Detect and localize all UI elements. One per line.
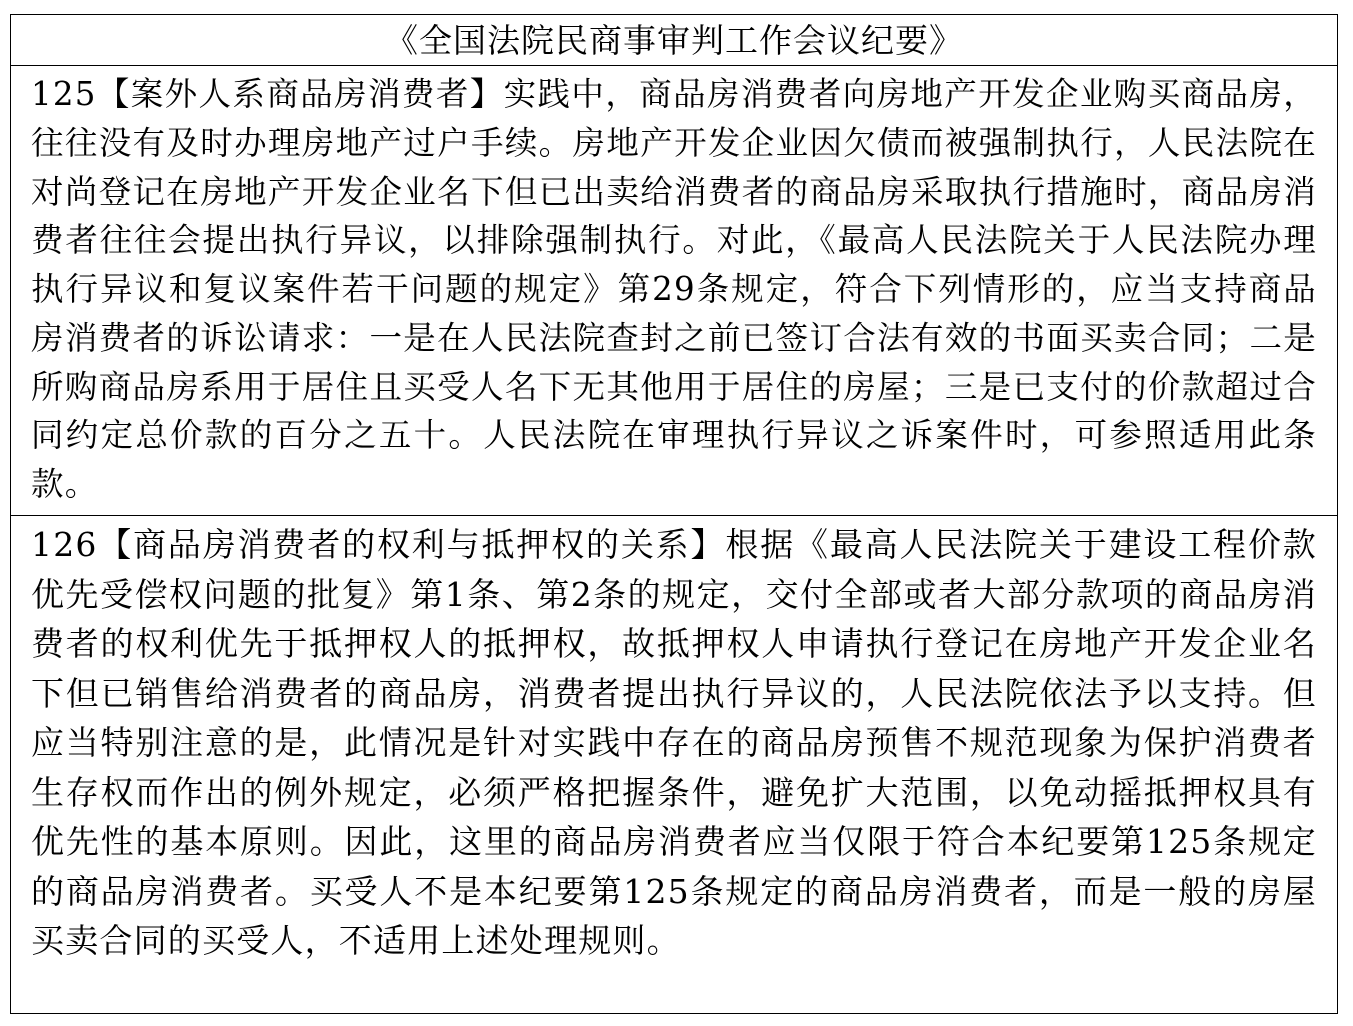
title-row xyxy=(11,15,1337,66)
article-126-row xyxy=(11,516,1337,1013)
document-table xyxy=(10,14,1338,1014)
document-title: 《全国法院民商事审判工作会议纪要》 xyxy=(385,21,963,60)
article-125-row xyxy=(11,66,1337,516)
article-126-text: 126【商品房消费者的权利与抵押权的关系】根据《最高人民法院关于建设工程价款优先受偿权问题的批复》第1条、第2条的规定，交付全部或者大部分款项的商品房消费者的权利优先于抵押权人的抵押权，故抵押权人申请执行登记在房地产开发企业名下但已销售给消费者的商品房，消费者提出执行异议的，人民法院依法予以支持。但应当特别注意的是，此情况是针对实践中存在的商品房预售不规范现象为保护消费者生存权而作出的例外规定，必须严格把握条件，避免扩大范围，以免动摇抵押权具有优先性的基本原则。因此，这里的商品房消费者应当仅限于符合本纪要第125条规定的商品房消费者。买受人不是本纪要第125条规定的商品房消费者，而是一般的房屋买卖合同的买受人，不适用上述处理规则。 xyxy=(31,525,1317,960)
article-125-text: 125【案外人系商品房消费者】实践中，商品房消费者向房地产开发企业购买商品房，往往没有及时办理房地产过户手续。房地产开发企业因欠债而被强制执行，人民法院在对尚登记在房地产开发企业名下但已出卖给消费者的商品房采取执行措施时，商品房消费者往往会提出执行异议，以排除强制执行。对此，《最高人民法院关于人民法院办理执行异议和复议案件若干问题的规定》第29条规定，符合下列情形的，应当支持商品房消费者的诉讼请求：一是在人民法院查封之前已签订合法有效的书面买卖合同；二是所购商品房系用于居住且买受人名下无其他用于居住的房屋；三是已支付的价款超过合同约定总价款的百分之五十。人民法院在审理执行异议之诉案件时，可参照适用此条款。 xyxy=(31,75,1317,503)
